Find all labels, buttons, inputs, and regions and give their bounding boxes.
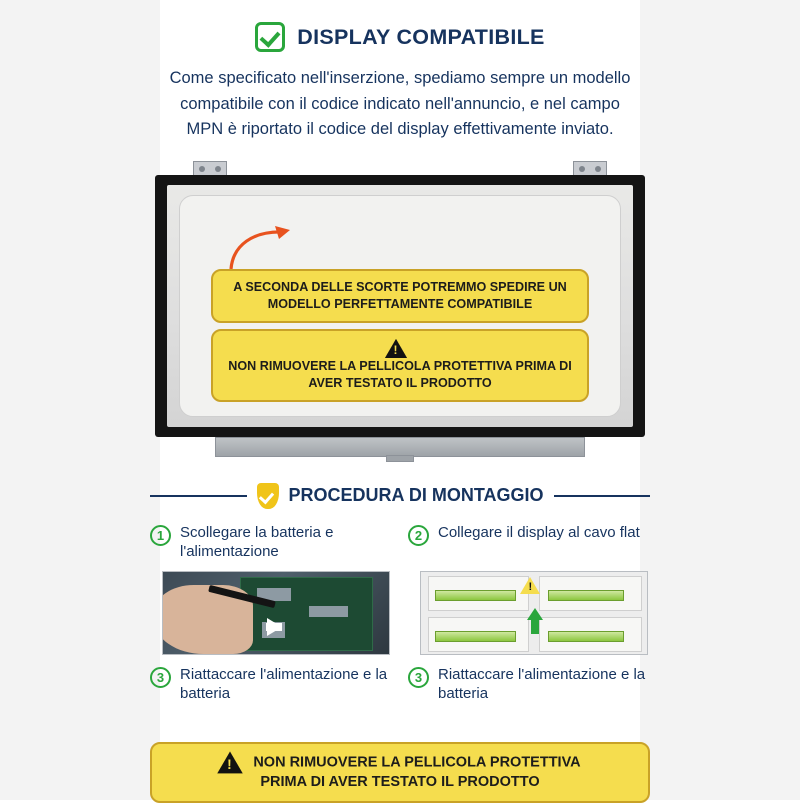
flat-cable-graphic: [435, 590, 516, 601]
list-item: [150, 523, 392, 567]
step-text: Riattaccare l'alimentazione e la batteria: [438, 665, 646, 703]
step-text: Collegare il display al cavo flat: [438, 523, 640, 541]
step-number: 3: [408, 667, 429, 688]
laptop-battery-photo: [162, 571, 390, 655]
flat-cable-graphic: [548, 590, 625, 601]
green-check-icon: [255, 22, 285, 52]
right-margin-rail: [640, 0, 800, 800]
step-number: 2: [408, 525, 429, 546]
callout-compatibile: [211, 269, 589, 323]
step-text: Riattaccare l'alimentazione e la batteria: [180, 665, 388, 703]
warning-triangle-icon: [520, 577, 540, 594]
step-text: Scollegare la batteria e l'alimentazione: [180, 523, 334, 561]
chip-graphic: [309, 606, 348, 616]
motherboard-graphic: [240, 577, 373, 651]
callout-compatibile-text: A SECONDA DELLE SCORTE POTREMMO SPEDIRE UN MODELLO PERFETTAMENTE COMPATIBILE: [233, 279, 567, 311]
left-margin-rail: [0, 0, 160, 800]
list-item: [408, 523, 650, 567]
callout-pellicola: [211, 329, 589, 402]
procedure-title: PROCEDURA DI MONTAGGIO: [288, 485, 544, 506]
flat-cable-graphic: [435, 631, 516, 642]
footer-warning-banner: [150, 742, 650, 803]
rule-right: [554, 495, 651, 497]
page-title: DISPLAY COMPATIBILE: [297, 24, 545, 49]
step-number: 1: [150, 525, 171, 546]
procedure-steps: [150, 523, 650, 709]
warning-triangle-icon: [218, 752, 243, 774]
step-number: 3: [150, 667, 171, 688]
footer-line-2: PRIMA DI AVER TESTATO IL PRODOTTO: [260, 773, 540, 790]
display-illustration: [155, 161, 645, 461]
shield-check-icon: [257, 483, 279, 509]
white-arrow-icon: [267, 618, 282, 636]
callout-pellicola-text: NON RIMUOVERE LA PELLICOLA PROTETTIVA PRIMA DI AVER TESTATO IL PRODOTTO: [228, 358, 572, 390]
footer-line-1: NON RIMUOVERE LA PELLICOLA PROTETTIVA: [253, 754, 581, 771]
green-up-arrow-icon: [527, 608, 543, 620]
display-bottom-strip: [215, 437, 585, 457]
list-item: [408, 665, 650, 709]
step-column-right: [408, 523, 650, 709]
rule-left: [150, 495, 247, 497]
flat-cable-graphic: [548, 631, 625, 642]
header-row: [150, 22, 650, 52]
list-item: [150, 665, 392, 709]
content-column: [150, 0, 650, 800]
curved-arrow-icon: [227, 223, 297, 273]
warning-triangle-icon: [385, 339, 407, 358]
flat-cable-connector-photo: [420, 571, 648, 655]
intro-paragraph: Come specificato nell'inserzione, spediamo sempre un modello compatibile con il codice indicato nell'annuncio, e nel campo MPN è riportato il codice del display effettivamente inviato.: [169, 69, 631, 139]
procedure-header: [150, 483, 650, 509]
step-column-left: [150, 523, 392, 709]
display-bottom-tab: [386, 455, 414, 462]
